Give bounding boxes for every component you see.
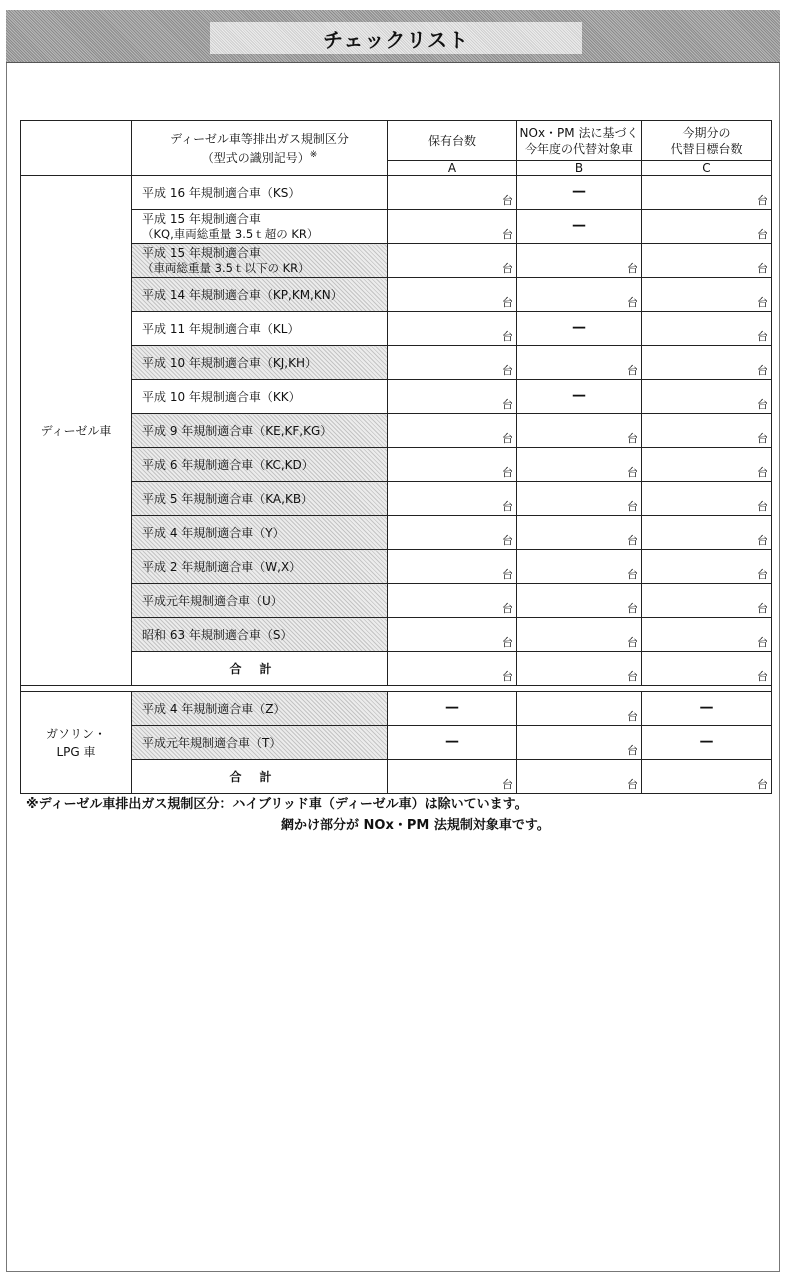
checklist-table (20, 120, 772, 794)
category-label: 平成 4 年規制適合車（Y） (142, 526, 285, 540)
unit-label: 台 (757, 534, 768, 547)
cell-col-b[interactable] (517, 380, 642, 414)
unit-label: 台 (757, 364, 768, 377)
category-cell (132, 210, 388, 244)
category-cell (132, 448, 388, 482)
cell-col-a[interactable] (388, 482, 517, 516)
header-col-c (642, 121, 772, 161)
cell-col-c[interactable] (642, 516, 772, 550)
category-cell (132, 278, 388, 312)
unit-label: 台 (757, 636, 768, 649)
header-col-b-line2: 今年度の代替対象車 (524, 141, 633, 156)
total-row (21, 760, 772, 794)
cell-col-b[interactable] (517, 210, 642, 244)
unit-label: 台 (757, 262, 768, 275)
header-row (21, 121, 772, 161)
not-applicable-dash: — (699, 698, 714, 715)
category-cell (132, 312, 388, 346)
total-cell-a[interactable] (388, 760, 517, 794)
not-applicable-dash: — (699, 732, 714, 749)
not-applicable-dash: — (572, 318, 586, 335)
category-label: 平成 14 年規制適合車（KP,KM,KN） (142, 288, 343, 302)
cell-col-b[interactable] (517, 346, 642, 380)
unit-label: 台 (757, 670, 768, 683)
unit-label: 台 (502, 636, 513, 649)
unit-label: 台 (502, 364, 513, 377)
cell-col-a[interactable] (388, 584, 517, 618)
cell-col-c[interactable] (642, 726, 772, 760)
cell-col-b[interactable] (517, 550, 642, 584)
unit-label: 台 (502, 330, 513, 343)
cell-col-c[interactable] (642, 482, 772, 516)
total-label: 合計 (132, 760, 388, 794)
unit-label: 台 (502, 534, 513, 547)
header-col-a-label: 保有台数 (427, 133, 476, 148)
unit-label: 台 (757, 602, 768, 615)
table-row (21, 516, 772, 550)
table-row (21, 414, 772, 448)
category-label: 平成 10 年規制適合車（KK） (142, 390, 301, 404)
unit-label: 台 (627, 602, 638, 615)
unit-label: 台 (757, 432, 768, 445)
unit-label: 台 (627, 636, 638, 649)
category-cell (132, 346, 388, 380)
table-row (21, 692, 772, 726)
total-cell-a[interactable] (388, 652, 517, 686)
cell-col-b[interactable] (517, 692, 642, 726)
total-cell-b[interactable] (517, 760, 642, 794)
cell-col-b[interactable] (517, 482, 642, 516)
group-label-diesel: ディーゼル車 (21, 176, 132, 686)
unit-label: 台 (757, 778, 768, 791)
cell-col-b[interactable] (517, 584, 642, 618)
cell-col-a[interactable] (388, 210, 517, 244)
category-cell (132, 176, 388, 210)
not-applicable-dash: — (572, 386, 586, 403)
cell-col-b[interactable] (517, 618, 642, 652)
cell-col-c[interactable] (642, 210, 772, 244)
total-row (21, 652, 772, 686)
cell-col-b[interactable] (517, 726, 642, 760)
footnote-line1: ※ディーゼル車排出ガス規制区分：ハイブリッド車（ディーゼル車）は除いています。 (26, 797, 528, 812)
category-label: 平成元年規制適合車（U） (142, 594, 283, 608)
table-row (21, 726, 772, 760)
cell-col-a[interactable] (388, 244, 517, 278)
category-label: 平成 15 年規制適合車 (142, 245, 261, 260)
unit-label: 台 (627, 710, 638, 723)
table-row (21, 176, 772, 210)
unit-label: 台 (502, 296, 513, 309)
unit-label: 台 (627, 466, 638, 479)
header-category-line1: ディーゼル車等排出ガス規制区分 (170, 131, 349, 146)
cell-col-b[interactable] (517, 278, 642, 312)
unit-label: 台 (502, 262, 513, 275)
unit-label: 台 (757, 296, 768, 309)
header-col-c-line1: 今期分の (682, 125, 731, 140)
category-label: 平成 9 年規制適合車（KE,KF,KG） (142, 424, 333, 438)
unit-label: 台 (757, 330, 768, 343)
cell-col-c[interactable] (642, 346, 772, 380)
unit-label: 台 (627, 534, 638, 547)
header-col-b (517, 121, 642, 161)
cell-col-c[interactable] (642, 244, 772, 278)
category-label: 平成 5 年規制適合車（KA,KB） (142, 492, 314, 506)
unit-label: 台 (757, 466, 768, 479)
cell-col-c[interactable] (642, 176, 772, 210)
header-letter-a: A (388, 161, 517, 176)
category-cell (132, 482, 388, 516)
not-applicable-dash: — (572, 182, 586, 199)
cell-col-c[interactable] (642, 380, 772, 414)
cell-col-a[interactable] (388, 176, 517, 210)
category-label-sub: （車両総重量 3.5ｔ以下の KR） (142, 260, 310, 275)
cell-col-a[interactable] (388, 346, 517, 380)
category-label-sub: （KQ,車両総重量 3.5ｔ超の KR） (142, 226, 319, 241)
unit-label: 台 (757, 194, 768, 207)
table-row (21, 278, 772, 312)
category-label: 平成元年規制適合車（T） (142, 736, 282, 750)
table-row (21, 210, 772, 244)
page-title: チェックリスト (210, 22, 582, 54)
unit-label: 台 (627, 500, 638, 513)
table-row (21, 618, 772, 652)
total-label: 合計 (132, 652, 388, 686)
group-label-gasoline-line1: ガソリン・ (45, 726, 106, 741)
unit-label: 台 (502, 228, 513, 241)
category-label: 平成 4 年規制適合車（Z） (142, 702, 286, 716)
category-cell (132, 244, 388, 278)
group-label-gasoline-line2: LPG 車 (56, 744, 96, 759)
header-letter-b: B (517, 161, 642, 176)
table-row (21, 448, 772, 482)
unit-label: 台 (627, 262, 638, 275)
cell-col-b[interactable] (517, 312, 642, 346)
unit-label: 台 (627, 296, 638, 309)
cell-col-a[interactable] (388, 726, 517, 760)
category-cell (132, 618, 388, 652)
cell-col-a[interactable] (388, 618, 517, 652)
total-cell-c[interactable] (642, 652, 772, 686)
unit-label: 台 (502, 568, 513, 581)
category-cell (132, 692, 388, 726)
header-col-a (388, 121, 517, 161)
cell-col-c[interactable] (642, 584, 772, 618)
cell-col-a[interactable] (388, 692, 517, 726)
category-cell (132, 380, 388, 414)
cell-col-b[interactable] (517, 448, 642, 482)
header-category (132, 121, 388, 176)
unit-label: 台 (502, 670, 513, 683)
cell-col-a[interactable] (388, 516, 517, 550)
category-label: 平成 15 年規制適合車 (142, 211, 261, 226)
unit-label: 台 (757, 568, 768, 581)
unit-label: 台 (502, 432, 513, 445)
category-label: 平成 11 年規制適合車（KL） (142, 322, 300, 336)
cell-col-a[interactable] (388, 278, 517, 312)
header-col-b-line1: NOx・PM 法に基づく (519, 125, 639, 140)
cell-col-a[interactable] (388, 380, 517, 414)
cell-col-c[interactable] (642, 618, 772, 652)
cell-col-c[interactable] (642, 448, 772, 482)
category-cell (132, 550, 388, 584)
unit-label: 台 (627, 744, 638, 757)
not-applicable-dash: — (445, 732, 459, 749)
category-label: 昭和 63 年規制適合車（S） (142, 628, 293, 642)
category-cell (132, 516, 388, 550)
category-label: 平成 16 年規制適合車（KS） (142, 186, 301, 200)
unit-label: 台 (502, 602, 513, 615)
table-row (21, 312, 772, 346)
category-cell (132, 726, 388, 760)
not-applicable-dash: — (572, 216, 586, 233)
header-letter-c: C (642, 161, 772, 176)
table-row (21, 244, 772, 278)
table-row (21, 346, 772, 380)
header-category-line2: （型式の識別記号）※ (201, 149, 318, 165)
unit-label: 台 (502, 194, 513, 207)
category-label: 平成 6 年規制適合車（KC,KD） (142, 458, 314, 472)
unit-label: 台 (627, 778, 638, 791)
category-label: 平成 10 年規制適合車（KJ,KH） (142, 356, 318, 370)
cell-col-c[interactable] (642, 550, 772, 584)
total-cell-c[interactable] (642, 760, 772, 794)
header-col-c-line2: 代替目標台数 (670, 141, 743, 156)
unit-label: 台 (757, 228, 768, 241)
cell-col-c[interactable] (642, 692, 772, 726)
cell-col-a[interactable] (388, 312, 517, 346)
header-corner (21, 121, 132, 176)
not-applicable-dash: — (445, 698, 459, 715)
unit-label: 台 (757, 500, 768, 513)
unit-label: 台 (627, 670, 638, 683)
category-cell (132, 414, 388, 448)
table-row (21, 550, 772, 584)
category-cell (132, 584, 388, 618)
unit-label: 台 (502, 778, 513, 791)
total-cell-b[interactable] (517, 652, 642, 686)
unit-label: 台 (627, 568, 638, 581)
header-category-mark: ※ (309, 149, 318, 160)
cell-col-b[interactable] (517, 516, 642, 550)
cell-col-c[interactable] (642, 278, 772, 312)
cell-col-b[interactable] (517, 414, 642, 448)
table-row (21, 380, 772, 414)
unit-label: 台 (502, 500, 513, 513)
footnote-line2: 網かけ部分が NOx・PM 法規制対象車です。 (281, 818, 550, 833)
group-label-gasoline (21, 692, 132, 794)
unit-label: 台 (627, 364, 638, 377)
cell-col-c[interactable] (642, 414, 772, 448)
unit-label: 台 (757, 398, 768, 411)
cell-col-a[interactable] (388, 414, 517, 448)
table-row (21, 482, 772, 516)
cell-col-b[interactable] (517, 176, 642, 210)
cell-col-a[interactable] (388, 448, 517, 482)
unit-label: 台 (502, 466, 513, 479)
cell-col-b[interactable] (517, 244, 642, 278)
unit-label: 台 (627, 432, 638, 445)
cell-col-c[interactable] (642, 312, 772, 346)
cell-col-a[interactable] (388, 550, 517, 584)
unit-label: 台 (502, 398, 513, 411)
table-row (21, 584, 772, 618)
category-label: 平成 2 年規制適合車（W,X） (142, 560, 302, 574)
